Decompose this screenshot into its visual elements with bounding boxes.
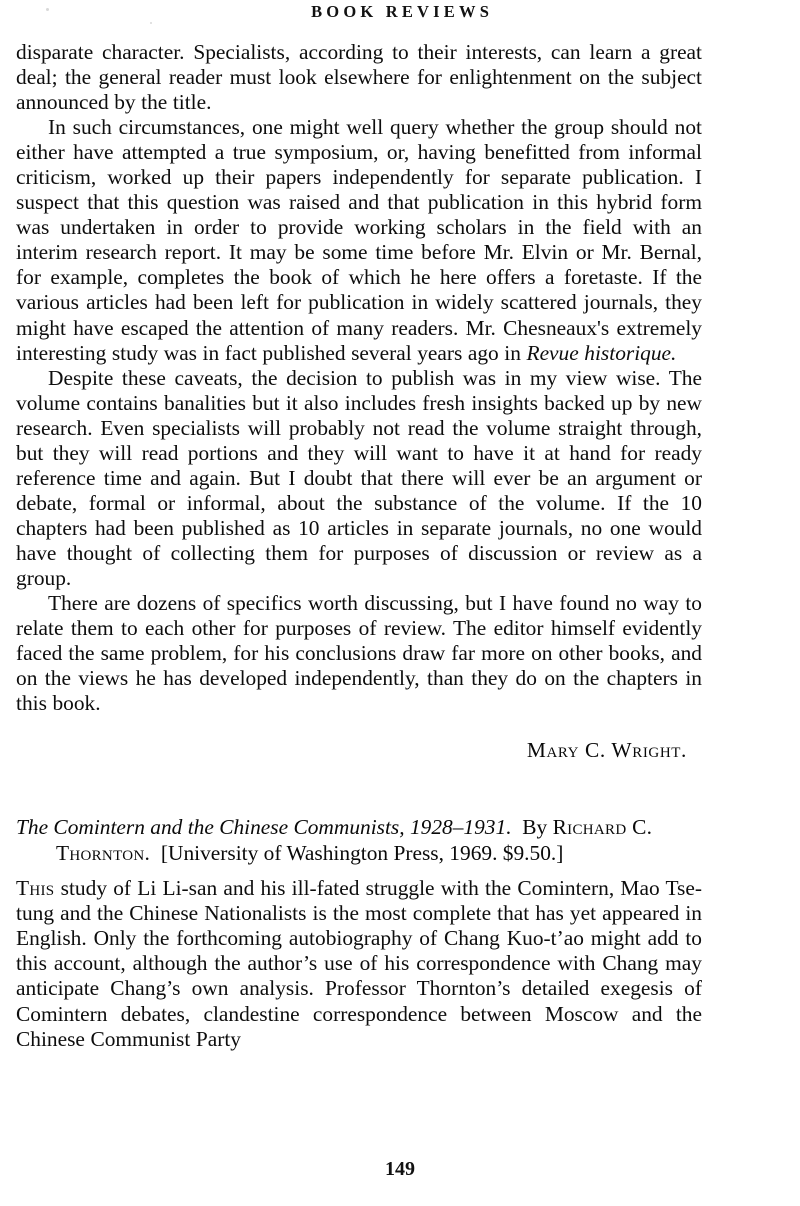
book-imprint: [University of Washington Press, 1969. $9.50.] (160, 840, 564, 865)
book-author: Richard C. Thornton. (56, 815, 653, 865)
scan-speckle (150, 22, 152, 24)
reviewer-signature (16, 716, 702, 763)
paragraph: Despite these caveats, the decision to publish was in my view wise. The volume contains banalities but it also includes fresh insights backed up by new research. Even specialists will probably not read the volume straight through, but they will read portions and they will want to have it at hand for ready reference time and again. But I doubt that there will ever be an argument or debate, formal or informal, about the substance of the volume. If the 10 chapters had been published as 10 articles in separate journals, no one would have thought of collecting them for purposes of discussion or review as a group. (16, 365, 702, 590)
book-heading (16, 763, 702, 866)
opening-smallcaps: This (16, 876, 55, 901)
book-title: The Comintern and the Chinese Communists, 1928–1931. (16, 815, 512, 840)
paragraph: There are dozens of specifics worth discussing, but I have found no way to relate them to each other for purposes of review. The editor himself evidently faced the same problem, for his conclusions draw far more on other books, and on the views he has developed independently, than they do on the chapters in this book. (16, 591, 702, 716)
by-label (512, 815, 523, 839)
paragraph-opening (16, 866, 702, 1051)
paragraph-text: In such circumstances, one might well query whether the group should not either have attempted a true symposium, or, having benefitted from informal criticism, worked up their papers independently for separate publication. I suspect that this question was raised and that publication in this hybrid form was undertaken in order to provide working scholars in the field with an interim research report. It may be some time before Mr. Elvin or Mr. Bernal, for example, completes the book of which he here offers a foretaste. If the various articles had been left for publication in widely scattered journals, they might have escaped the attention of many readers. Mr. Chesneaux's extremely interesting study was in fact published several years ago in (16, 115, 702, 365)
running-head: BOOK REVIEWS (311, 2, 494, 21)
paragraph (16, 115, 702, 365)
journal-title-italic: Revue historique. (526, 340, 677, 365)
spacer (150, 841, 161, 865)
text-column (16, 40, 702, 1052)
paragraph-text: study of Li Li-san and his ill-fated struggle with the Comintern, Mao Tse-tung and the Chinese Nationalists is the most complete that has yet appeared in English. Only the forthcoming autobiography of Chang Kuo-t’ao might add to this account, although the author’s use of his correspondence with Chang may anticipate Chang’s own analysis. Professor Thornton’s detailed exegesis of Comintern debates, clandestine correspondence between Moscow and the Chinese Communist Party (16, 876, 702, 1051)
page-number: 149 (385, 1158, 415, 1180)
reviewer-name: Mary C. Wright. (526, 738, 687, 763)
by-word: By (522, 815, 548, 840)
paragraph-continuation: disparate character. Specialists, according to their interests, can learn a great deal; the general reader must look elsewhere for enlightenment on the subject announced by the title. (16, 40, 702, 115)
